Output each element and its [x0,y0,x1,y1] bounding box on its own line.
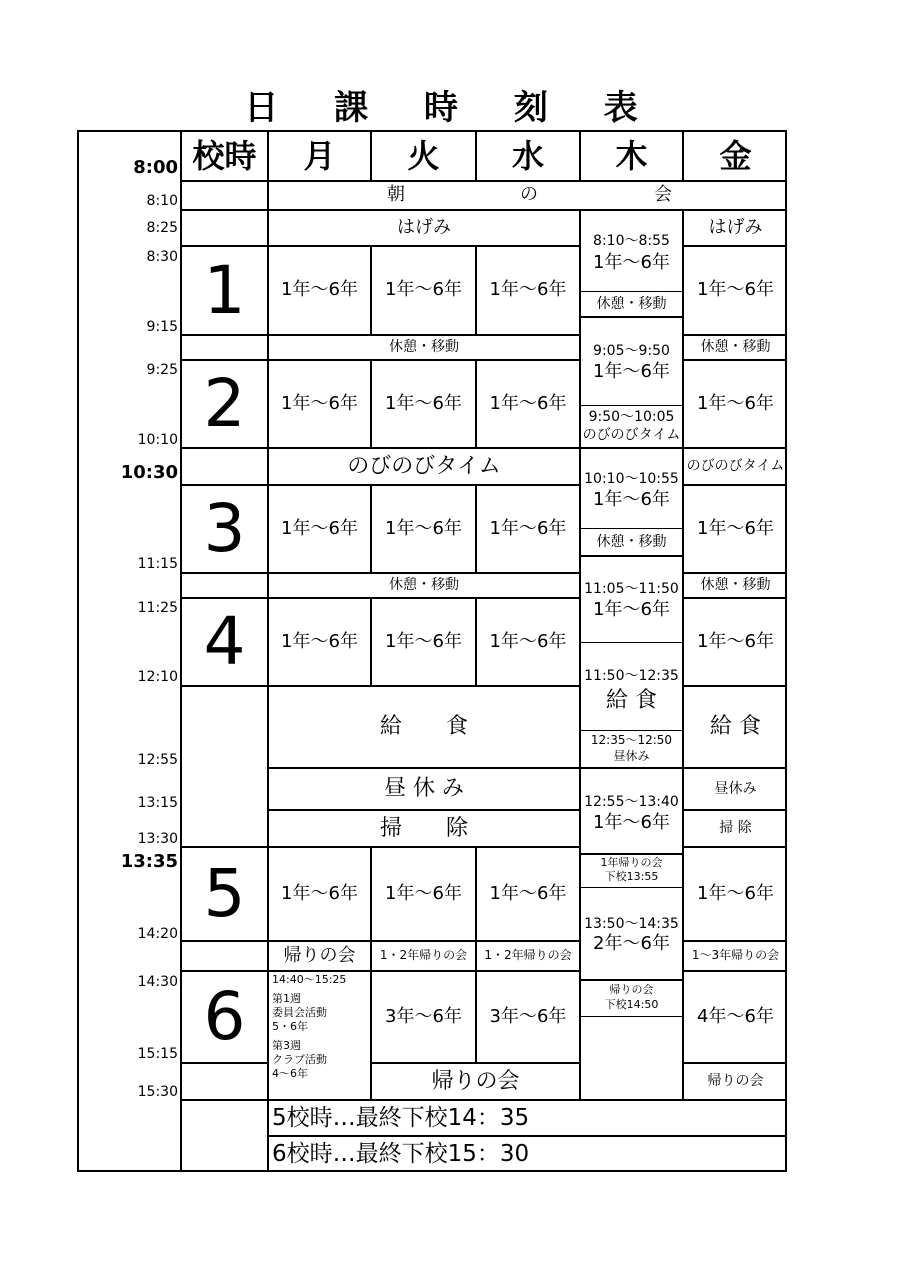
fri-p5: 1年～6年 [697,882,774,904]
morning-meeting-3: 会 [654,184,672,206]
mon-p6-club: クラブ活動 [272,1053,327,1066]
thu-lunch-time: 11:50～12:35 [584,667,679,684]
thu-p4: 1年～6年 [593,598,670,620]
noon-break-mon-wed: 昼 休 み [384,776,464,802]
time-label: 8:10 [146,193,178,209]
mon-p2: 1年～6年 [281,392,358,414]
mon-p5: 1年～6年 [281,882,358,904]
mon-p6-week3: 第3週 [272,1039,301,1052]
time-label: 8:00 [133,157,178,178]
wed-p1: 1年～6年 [489,279,567,301]
mon-p4: 1年～6年 [281,630,358,652]
break-2-mon-wed: 休憩・移動 [389,577,459,594]
thu-break-2: 休憩・移動 [596,533,667,550]
time-label: 8:30 [146,249,178,265]
mon-p6-committee: 委員会活動 [272,1006,327,1019]
nobinobi-mon-wed: のびのびタイム [347,453,501,479]
thu-p4-time: 11:05～11:50 [584,580,679,597]
wed-p3: 1年～6年 [489,517,567,539]
wed-going-home-12: 1・2年帰りの会 [484,948,572,963]
lunch-friday: 給 食 [710,714,761,740]
period-4: 4 [203,603,246,681]
tue-going-home-12: 1・2年帰りの会 [379,948,468,963]
time-label: 8:25 [146,220,178,236]
thu-p1-time: 8:10～8:55 [593,232,670,249]
wed-p6: 3年～6年 [489,1005,567,1027]
thu-p6-time: 13:50～14:35 [584,915,679,932]
mon-p6-activities [272,973,370,1081]
thu-p3-time: 10:10～10:55 [584,470,679,487]
break-1-mon-wed: 休憩・移動 [389,339,459,356]
footer-note-6: 6校時…最終下校15：30 [272,1140,530,1167]
thu-noon: 昼休み [613,749,650,764]
time-label: 13:30 [137,831,178,847]
tue-p4: 1年～6年 [385,630,462,652]
thu-nobi: のびのびタイム [582,426,681,443]
header-tuesday: 火 [407,136,440,175]
fri-p1: 1年～6年 [697,279,774,301]
period-1: 1 [203,251,246,329]
header-friday: 金 [719,136,752,175]
cleaning-friday: 掃 除 [719,820,752,837]
period-5: 5 [203,855,246,933]
period-3: 3 [203,490,246,568]
period-6: 6 [203,978,246,1056]
wed-p5: 1年～6年 [489,882,567,904]
thu-p5: 1年～6年 [593,811,670,833]
nobinobi-friday: のびのびタイム [686,458,785,475]
time-label: 10:30 [120,462,178,483]
header-monday: 月 [303,136,336,175]
time-label: 15:30 [137,1084,178,1100]
thu-p1: 1年～6年 [593,251,670,273]
fri-going-home-13: 1～3年帰りの会 [691,948,780,963]
thu-p6: 2年～6年 [593,932,670,954]
mon-p6-grades46: 4～6年 [272,1067,308,1080]
going-home-tue-wed: 帰りの会 [431,1068,520,1094]
mon-p6-grades56: 5・6年 [272,1020,308,1033]
header-period: 校時 [192,136,257,175]
header-wednesday: 水 [511,136,544,175]
tue-p3: 1年～6年 [385,517,462,539]
fri-p4: 1年～6年 [697,630,774,652]
time-label: 14:30 [137,974,178,990]
morning-meeting-2: の [520,184,538,206]
thu-break-1: 休憩・移動 [596,295,667,312]
time-label: 13:15 [137,795,178,811]
thu-leave: 下校14:50 [604,998,659,1012]
thu-g1-home: 1年帰りの会 [600,856,663,870]
mon-p6-time: 14:40～15:25 [272,973,347,986]
header-thursday: 木 [615,136,648,175]
noon-break-friday: 昼休み [714,780,757,797]
fri-p3: 1年～6年 [697,517,774,539]
hagemi-friday: はげみ [708,216,763,238]
time-label: 15:15 [137,1046,178,1062]
thu-p5-time: 12:55～13:40 [584,793,679,810]
time-label: 11:15 [137,556,178,572]
thu-nobi-time: 9:50～10:05 [588,408,675,425]
break-2-friday: 休憩・移動 [700,577,771,594]
footer-note-5: 5校時…最終下校14：35 [272,1104,530,1131]
thu-going-home: 帰りの会 [609,983,654,997]
time-label: 12:10 [137,669,178,685]
tue-p1: 1年～6年 [385,279,462,301]
cleaning-mon-wed: 掃 除 [379,815,468,841]
wed-p2: 1年～6年 [489,392,567,414]
thu-p2: 1年～6年 [593,360,670,382]
going-home-friday: 帰りの会 [707,1073,764,1090]
page-title: 日 課 時 刻 表 [244,88,660,128]
thu-p3: 1年～6年 [593,488,670,510]
wed-p4: 1年～6年 [489,630,567,652]
time-label: 12:55 [137,752,178,768]
fri-p6: 4年～6年 [697,1005,774,1027]
time-label: 9:25 [146,362,178,378]
tue-p6: 3年～6年 [385,1005,462,1027]
time-label: 9:15 [146,319,178,335]
time-label: 11:25 [137,600,178,616]
morning-meeting-1: 朝 [387,184,405,206]
period-2: 2 [203,365,246,443]
mon-going-home: 帰りの会 [283,944,356,966]
time-label: 13:35 [120,851,178,872]
break-1-friday: 休憩・移動 [700,339,771,356]
thu-noon-time: 12:35～12:50 [590,733,673,748]
mon-p3: 1年～6年 [281,517,358,539]
hagemi-mon-wed: はげみ [397,216,451,238]
tue-p2: 1年～6年 [385,392,462,414]
fri-p2: 1年～6年 [697,392,774,414]
time-label: 10:10 [137,432,178,448]
lunch-mon-wed: 給 食 [379,714,468,740]
time-label: 14:20 [137,926,178,942]
thu-p2-time: 9:05～9:50 [593,342,670,359]
thu-lunch: 給 食 [606,688,657,714]
thu-g1-leave: 下校13:55 [604,870,659,884]
tue-p5: 1年～6年 [385,882,462,904]
mon-p6-week1: 第1週 [272,992,301,1005]
mon-p1: 1年～6年 [281,279,358,301]
